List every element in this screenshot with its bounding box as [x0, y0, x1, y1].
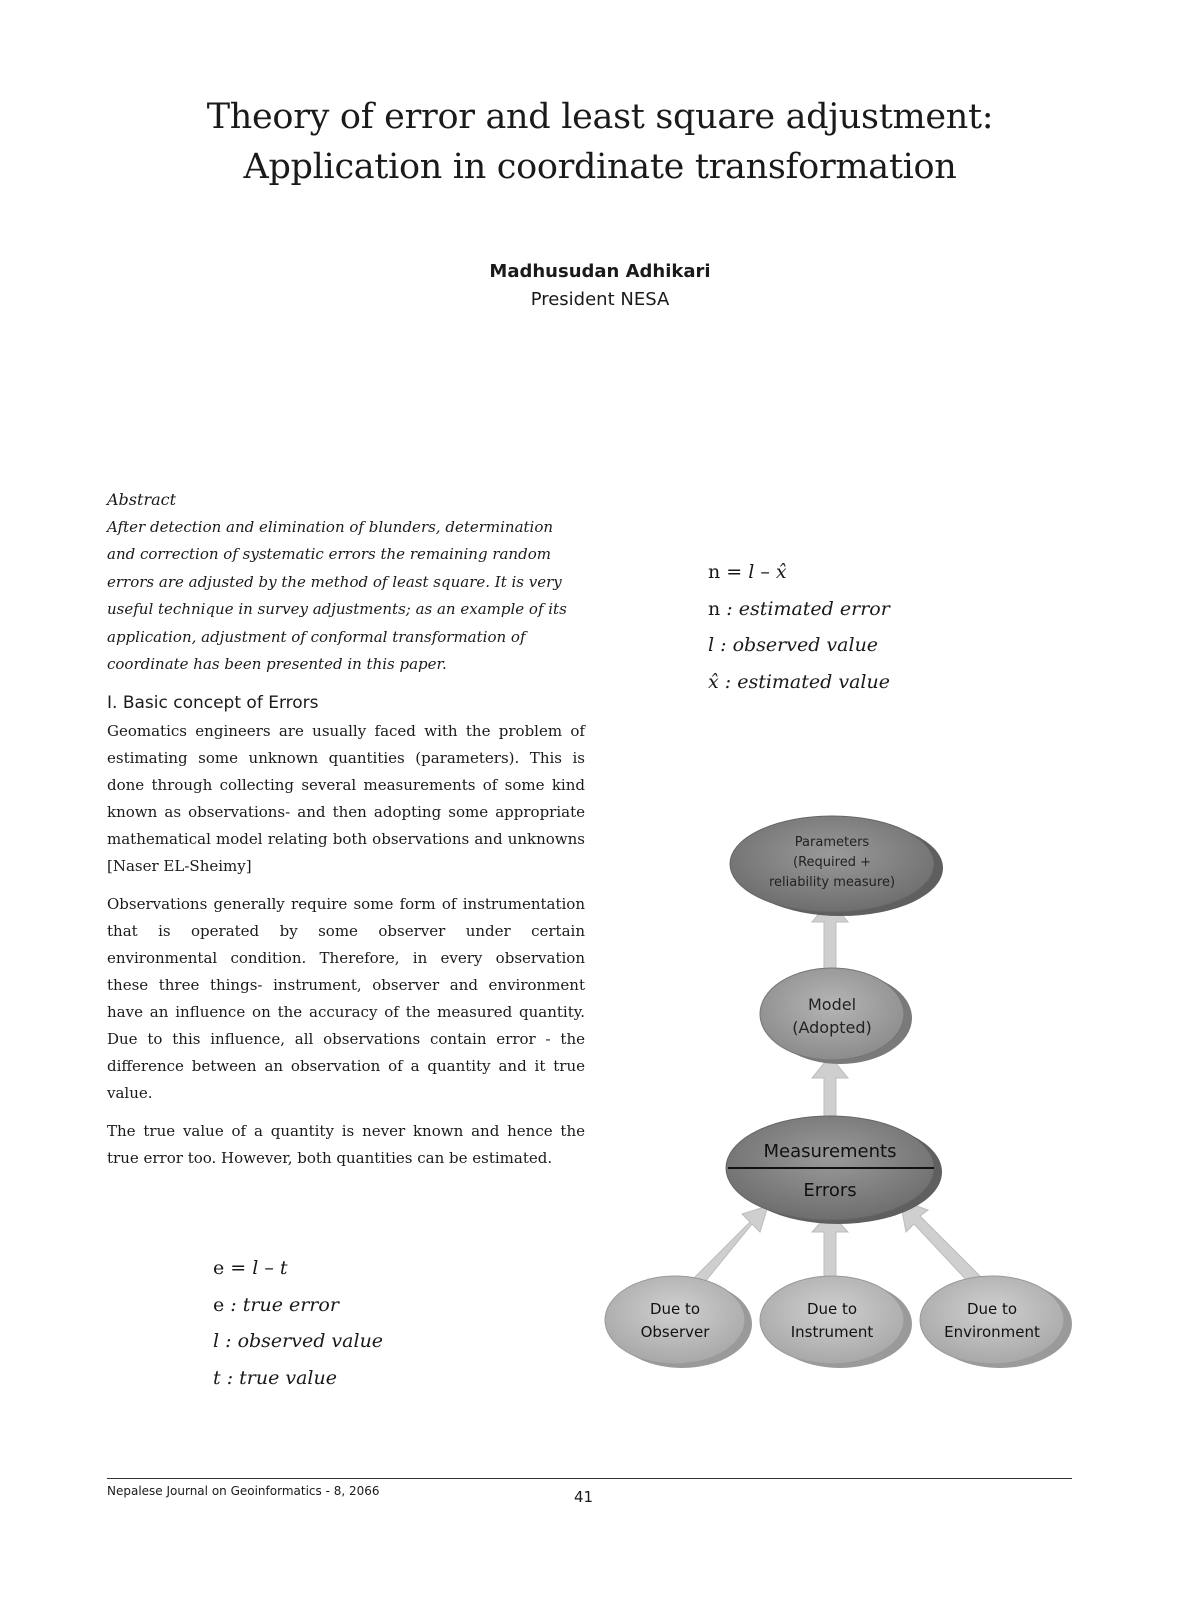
- eq-symbol: n: [708, 597, 721, 620]
- model-label-2: (Adopted): [792, 1018, 872, 1037]
- eq-lhs: e: [213, 1257, 225, 1279]
- error-sources-diagram: [600, 800, 1080, 1380]
- environment-label-1: Due to: [966, 1300, 1018, 1318]
- instrument-label-1: Due to: [806, 1300, 858, 1318]
- errors-label: Errors: [803, 1180, 857, 1201]
- body-paragraph: Observations generally require some form of instrumentation that is operated by some observer under certain environmental condition. Therefore, in every observation these three things- instrument, observer and environment have an influence on the accuracy of the measured quantity. Due to this influence, all observations contain error - the difference between an observation of a quantity and it true value.: [107, 895, 585, 1102]
- abstract: [107, 486, 585, 679]
- abstract-heading: Abstract: [107, 490, 177, 509]
- observer-label-2: Observer: [640, 1323, 710, 1341]
- measurements-label: Measurements: [763, 1141, 897, 1162]
- page-number: 41: [574, 1488, 594, 1506]
- parameters-node: [730, 816, 943, 916]
- eq-description: : observed value: [225, 1330, 384, 1352]
- footer-rule: [107, 1478, 1072, 1479]
- paper-title: [0, 92, 1200, 192]
- eq-rhs: = l – x̂: [726, 561, 787, 583]
- arrow-observer-to-errors: [692, 1206, 768, 1288]
- observer-label-1: Due to: [649, 1300, 701, 1318]
- eq-symbol: l: [708, 634, 715, 656]
- eq-description: : observed value: [720, 634, 879, 656]
- environment-label-2: Environment: [944, 1323, 1040, 1341]
- eq-symbol: l: [213, 1330, 220, 1352]
- true-error-equation: [213, 1250, 383, 1396]
- eq-symbol: e: [213, 1293, 225, 1316]
- instrument-node: [760, 1276, 912, 1368]
- eq-description: : true value: [226, 1366, 337, 1389]
- abstract-text: After detection and elimination of blunders, determination and correction of systematic errors the remaining random errors are adjusted by the method of least square. It is very useful technique in survey adjustments; as an example of its application, adjustment of conformal transformation of coordinate has been presented in this paper.: [107, 517, 567, 673]
- author-block: [0, 258, 1200, 314]
- parameters-label-1: Parameters: [794, 835, 870, 850]
- title-line-1: Theory of error and least square adjustment:: [206, 97, 994, 137]
- eq-symbol: x̂: [708, 670, 719, 693]
- section-body: [107, 718, 585, 1183]
- author-affiliation: President NESA: [530, 289, 670, 310]
- model-node: [760, 968, 912, 1064]
- observer-node: [605, 1276, 752, 1368]
- eq-description: : estimated value: [724, 670, 890, 693]
- title-line-2: Application in coordinate transformation: [243, 147, 957, 187]
- measurements-errors-node: [726, 1116, 942, 1224]
- eq-rhs: = l – t: [230, 1257, 288, 1279]
- parameters-label-2: (Required +: [793, 855, 871, 870]
- estimated-error-equation: [708, 554, 890, 700]
- eq-symbol: t: [213, 1366, 221, 1389]
- instrument-label-2: Instrument: [790, 1323, 874, 1341]
- eq-description: : estimated error: [726, 597, 890, 620]
- eq-lhs: n: [708, 561, 721, 583]
- body-paragraph: Geomatics engineers are usually faced with the problem of estimating some unknown quantities (parameters). This is done through collecting several measurements of some kind known as observations- and then adopting some appropriate mathematical model relating both observations and unknowns [Naser EL-Sheimy]: [107, 722, 585, 875]
- arrow-measurements-to-model: [812, 1056, 848, 1120]
- section-heading: I. Basic concept of Errors: [107, 693, 319, 713]
- environment-node: [920, 1276, 1072, 1368]
- author-name: Madhusudan Adhikari: [489, 261, 711, 282]
- model-label-1: Model: [807, 995, 857, 1014]
- parameters-label-3: reliability measure): [768, 875, 896, 890]
- arrow-environment-to-errors: [900, 1200, 982, 1286]
- eq-description: : true error: [230, 1293, 339, 1316]
- footer-journal: Nepalese Journal on Geoinformatics - 8, 2066: [107, 1484, 380, 1498]
- body-paragraph: The true value of a quantity is never known and hence the true error too. However, both quantities can be estimated.: [107, 1122, 585, 1167]
